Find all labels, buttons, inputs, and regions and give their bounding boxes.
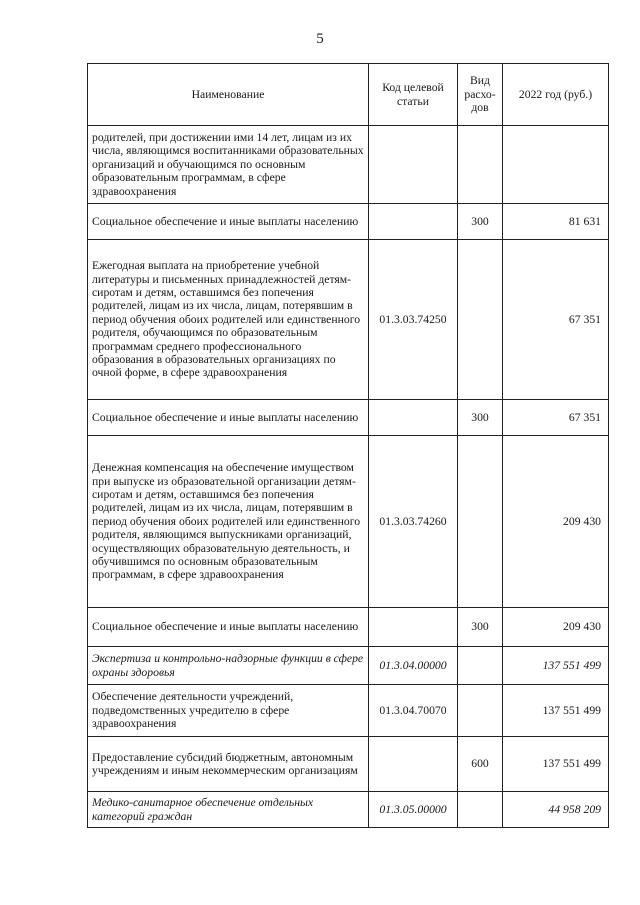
row-name: Обеспечение деятельности учреждений, подведомственных учредителю в сфере здравоохранения [88,685,369,737]
row-code [369,608,458,647]
table-row [88,204,609,240]
row-code: 01.3.03.74260 [369,436,458,608]
row-code [369,400,458,436]
row-amount: 137 551 499 [503,685,609,737]
row-name: Экспертиза и контрольно-надзорные функции в сфере охраны здоровья [88,647,369,685]
row-name: Социальное обеспечение и иные выплаты населению [88,204,369,240]
row-code [369,126,458,204]
row-code: 01.3.04.70070 [369,685,458,737]
row-name: Предоставление субсидий бюджетным, автономным учреждениям и иным некоммерческим организациям [88,737,369,792]
row-type [458,685,503,737]
row-name: Социальное обеспечение и иные выплаты населению [88,400,369,436]
table-row [88,737,609,792]
header-type: Вид расхо-дов [458,64,503,126]
row-name: Медико-санитарное обеспечение отдельных категорий граждан [88,792,369,828]
row-amount: 137 551 499 [503,737,609,792]
header-amount: 2022 год (руб.) [503,64,609,126]
table-row [88,647,609,685]
row-amount: 67 351 [503,400,609,436]
row-code [369,737,458,792]
row-type [458,126,503,204]
row-amount: 209 430 [503,436,609,608]
row-name: Ежегодная выплата на приобретение учебной литературы и письменных принадлежностей детям-сиротам и детям, оставшимся без попечения родителей, лицам из их числа, лицам, потерявшим в период обучения обоих родителей или единственного родителя, обучающимся по образовательным программам среднего профессионального образования в образовательных организациях по очной форме, в сфере здравоохранения [88,240,369,400]
row-amount: 209 430 [503,608,609,647]
table-row [88,685,609,737]
row-name: Денежная компенсация на обеспечение имуществом при выпуске из образовательной организации детям-сиротам и детям, оставшимся без попечения родителей, лицам из их числа, лицам, потерявшим в период обучения обоих родителей или единственного родителя, являющимся выпускниками организаций, осуществляющих образовательную деятельность, и обучившимся по основным образовательным программам, в сфере здравоохранения [88,436,369,608]
table-row [88,792,609,828]
row-code [369,204,458,240]
row-code: 01.3.04.00000 [369,647,458,685]
row-amount: 67 351 [503,240,609,400]
header-name: Наименование [88,64,369,126]
row-type: 300 [458,608,503,647]
row-type: 300 [458,204,503,240]
row-amount: 81 631 [503,204,609,240]
row-type: 300 [458,400,503,436]
table-row [88,400,609,436]
row-code: 01.3.03.74250 [369,240,458,400]
row-code: 01.3.05.00000 [369,792,458,828]
table-row [88,436,609,608]
row-type [458,436,503,608]
row-amount [503,126,609,204]
table-row [88,608,609,647]
table-row [88,126,609,204]
row-amount: 137 551 499 [503,647,609,685]
header-code: Код целевой статьи [369,64,458,126]
row-name: Социальное обеспечение и иные выплаты населению [88,608,369,647]
table-header-row [88,64,609,126]
page-number: 5 [316,31,324,47]
row-type [458,792,503,828]
row-amount: 44 958 209 [503,792,609,828]
budget-table [87,63,609,828]
row-type: 600 [458,737,503,792]
table-row [88,240,609,400]
row-type [458,647,503,685]
row-type [458,240,503,400]
row-name: родителей, при достижении ими 14 лет, лицам из их числа, являющимся воспитанниками образовательных организаций и обучающимся по основным образовательным программам, в сфере здравоохранения [88,126,369,204]
